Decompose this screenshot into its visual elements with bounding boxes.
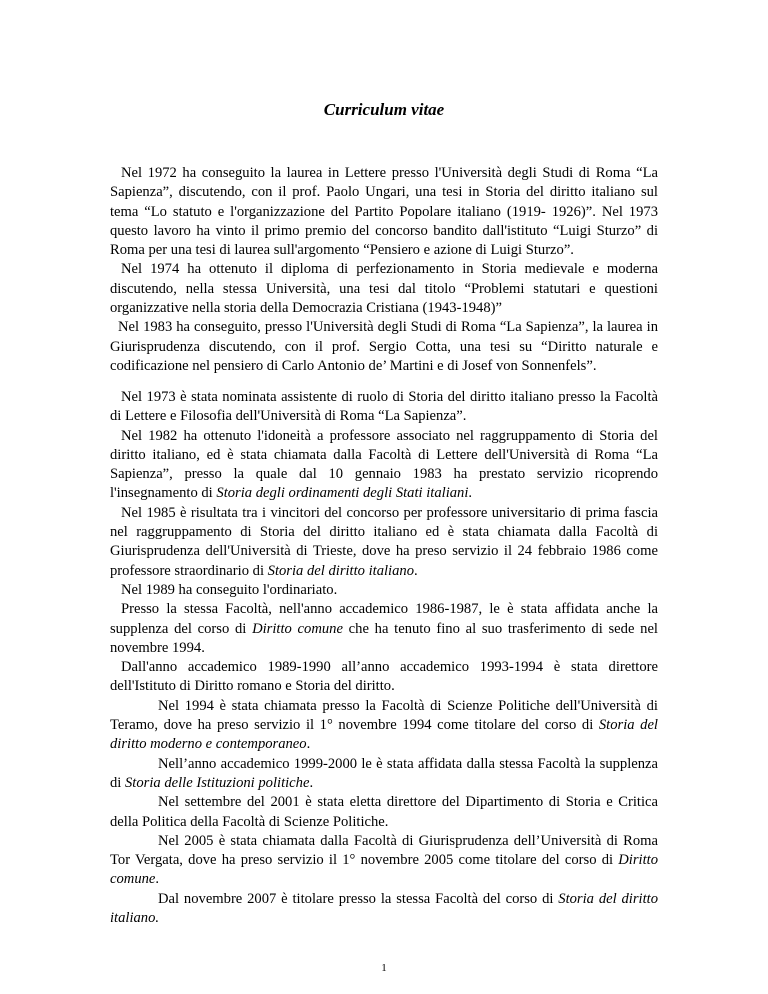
- education-section: [110, 164, 658, 376]
- text-span: .: [309, 774, 314, 791]
- text-span: Nel 1994 è stata chiamata presso la Facoltà di Scienze Politiche dell'Università di Teramo, dove ha preso servizio il 1° novembre 1994 come titolare del corso di: [110, 697, 658, 734]
- text-span: .: [155, 871, 160, 888]
- course-name: Storia del diritto italiano: [267, 562, 415, 579]
- course-name: Storia del diritto moderno e contemporaneo: [110, 717, 658, 753]
- paragraph-laurea-giurisprudenza: Nel 1983 ha conseguito, presso l'Università degli Studi di Roma “La Sapienza”, la laurea in Giurisprudenza discutendo, con il prof. Sergio Cotta, una tesi su “Diritto naturale e codificazione nel pensiero di Carlo Antonio de’ Martini e di Josef von Sonnenfels”.: [110, 319, 658, 374]
- paragraph-direttore-istituto: Dall'anno accademico 1989-1990 all’anno accademico 1993-1994 è stata direttore dell'Istituto di Diritto romano e Storia del diritto.: [110, 659, 658, 695]
- paragraph-associato: [110, 427, 658, 504]
- paragraph-direttore-dipartimento: Nel settembre del 2001 è stata eletta direttore del Dipartimento di Storia e Critica della Politica della Facoltà di Scienze Politiche.: [110, 794, 658, 830]
- course-name: Diritto comune: [252, 620, 343, 637]
- text-span: che ha tenuto fino al suo trasferimento di sede nel novembre 1994.: [110, 620, 658, 656]
- text-span: Nel 1985 è risultata tra i vincitori del concorso per professore universitario di prima fascia nel raggruppamento di Storia del diritto italiano ed è stata chiamata dalla Facoltà di Giurisprudenza dell'Università di Trieste, dove ha preso servizio il 24 febbraio 1986 come professore straordinario di: [110, 504, 658, 579]
- page-number: 1: [381, 962, 387, 974]
- paragraph-titolare-2007: [110, 890, 658, 929]
- paragraph-teramo: [110, 697, 658, 755]
- paragraph-supplenza-istituzioni: [110, 755, 658, 794]
- document-title: Curriculum vitae: [323, 100, 445, 119]
- text-span: .: [306, 736, 311, 753]
- text-span: Nel 1982 ha ottenuto l'idoneità a professore associato nel raggruppamento di Storia del diritto italiano, ed è stata chiamata dalla Facoltà di Lettere dell'Università di Roma “La Sapienza”, presso la quale dal 10 gennaio 1983 ha prestato servizio ricoprendo l'insegnamento di: [110, 427, 658, 502]
- paragraph-laurea-lettere: Nel 1972 ha conseguito la laurea in Lettere presso l'Università degli Studi di Roma “La Sapienza”, discutendo, con il prof. Paolo Ungari, una tesi in Storia del diritto italiano sul tema “Lo statuto e l'organizzazione del Partito Popolare italiano (1919- 1926)”. Nel 1973 questo lavoro ha vinto il primo premio del concorso bandito dall'istituto “Luigi Sturzo” di Roma per una tesi di laurea sull'argomento “Pensiero e azione di Luigi Sturzo”.: [110, 165, 658, 259]
- text-span: Presso la stessa Facoltà, nell'anno accademico 1986-1987, le è stata affidata anche la supplenza del corso di: [110, 601, 658, 637]
- course-name: Storia degli ordinamenti degli Stati italiani: [216, 485, 469, 502]
- text-span: .: [414, 562, 418, 579]
- paragraph-tor-vergata: [110, 832, 658, 890]
- course-name: Storia del diritto italiano.: [110, 890, 658, 927]
- text-span: Nel 2005 è stata chiamata dalla Facoltà di Giurisprudenza dell’Università di Roma Tor Vergata, dove ha preso servizio il 1° novembre 2005 come titolare del corso di: [110, 832, 658, 869]
- text-span: Nell’anno accademico 1999-2000 le è stata affidata dalla stessa Facoltà la supplenza di: [110, 755, 658, 791]
- paragraph-ordinariato: Nel 1989 ha conseguito l'ordinariato.: [121, 581, 338, 598]
- text-span: .: [468, 485, 473, 502]
- text-span: Dal novembre 2007 è titolare presso la stessa Facoltà del corso di: [158, 890, 559, 907]
- paragraph-perfezionamento: Nel 1974 ha ottenuto il diploma di perfezionamento in Storia medievale e moderna discutendo, nella stessa Università, una tesi dal titolo “Problemi statutari e questioni organizzative nella storia della Democrazia Cristiana (1943-1948)”: [110, 261, 658, 317]
- paragraph-assistente: Nel 1973 è stata nominata assistente di ruolo di Storia del diritto italiano presso la Facoltà di Lettere e Filosofia dell'Università di Roma “La Sapienza”.: [110, 389, 658, 425]
- course-name: Diritto comune: [110, 852, 658, 888]
- paragraph-supplenza-diritto-comune: [110, 600, 658, 658]
- paragraph-prima-fascia: [110, 504, 658, 581]
- career-section: [110, 388, 658, 928]
- course-name: Storia delle Istituzioni politiche: [125, 774, 310, 791]
